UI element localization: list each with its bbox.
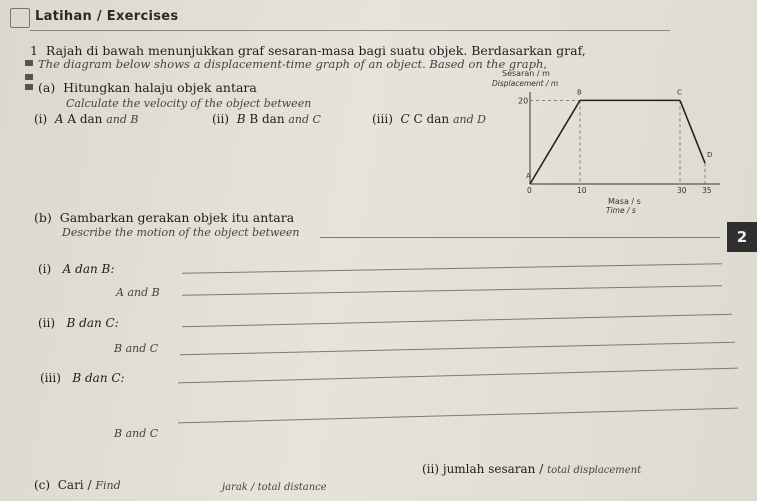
part-b-item-i: (i) A dan B: — [38, 262, 115, 276]
point-label-c: C — [677, 88, 682, 97]
part-b-item-ii: (ii) B dan C: — [38, 316, 119, 330]
part-b-item-i-english: A and B — [116, 286, 160, 299]
chart-ylabel-malay: Sesaran / m — [502, 69, 550, 78]
part-a-item-iii: (iii) C C dan and D — [372, 112, 486, 126]
part-a-item-i: (i) A A dan and B — [34, 112, 139, 126]
answer-line — [182, 285, 722, 295]
point-label-b: B — [577, 88, 582, 97]
answer-line — [182, 314, 732, 327]
x-tick-label: 30 — [677, 186, 687, 195]
header-divider — [30, 30, 670, 31]
part-a-heading: (a) Hitungkan halaju objek antara — [38, 80, 257, 95]
answer-line — [182, 263, 722, 273]
x-tick-label: 35 — [702, 186, 712, 195]
answer-line — [178, 368, 738, 384]
page-tab-number: 2 — [727, 222, 757, 252]
part-b-item-iii: (iii) B dan C: — [40, 371, 125, 385]
answer-line — [178, 408, 738, 424]
question-english: The diagram below shows a displacement-time graph of an object. Based on the graph, — [38, 57, 548, 71]
point-label-a: A — [526, 172, 531, 180]
question-number: 1 — [30, 43, 38, 58]
english-marker-icon — [25, 84, 33, 90]
series-segment — [530, 100, 580, 184]
part-c-heading: (c) Cari / Find — [34, 478, 121, 492]
question-malay: 1 Rajah di bawah menunjukkan graf sesaran-masa bagi suatu objek. Berdasarkan graf, — [30, 43, 586, 58]
part-c-item-ii: (ii) jumlah sesaran / total displacement — [422, 462, 642, 476]
chart-xlabel-malay: Masa / s — [608, 197, 641, 206]
page-title: Latihan / Exercises — [35, 9, 179, 24]
part-c-item-i-english: jarak / total distance — [222, 482, 327, 493]
x-tick-label: 0 — [527, 186, 532, 195]
chart-ylabel-english: Displacement / m — [492, 79, 559, 88]
series-segment — [680, 100, 705, 163]
y-tick-label: 20 — [518, 96, 529, 106]
part-a-english: Calculate the velocity of the object between — [66, 97, 312, 110]
part-b-item-ii-english: B and C — [114, 342, 159, 355]
answer-line — [320, 237, 720, 238]
displacement-time-chart — [470, 62, 730, 222]
part-b-item-iii-english: B and C — [114, 427, 159, 440]
answer-line — [180, 342, 735, 356]
corner-badge — [10, 8, 30, 28]
english-marker-icon — [25, 60, 33, 66]
chart-xlabel-english: Time / s — [606, 206, 636, 215]
part-b-heading: (b) Gambarkan gerakan objek itu antara — [34, 210, 295, 225]
part-a-item-ii: (ii) B B dan and C — [212, 112, 321, 126]
part-b-english: Describe the motion of the object between — [62, 226, 300, 239]
english-marker-icon — [25, 74, 33, 80]
x-tick-label: 10 — [577, 186, 587, 195]
point-label-d: D — [707, 151, 713, 160]
